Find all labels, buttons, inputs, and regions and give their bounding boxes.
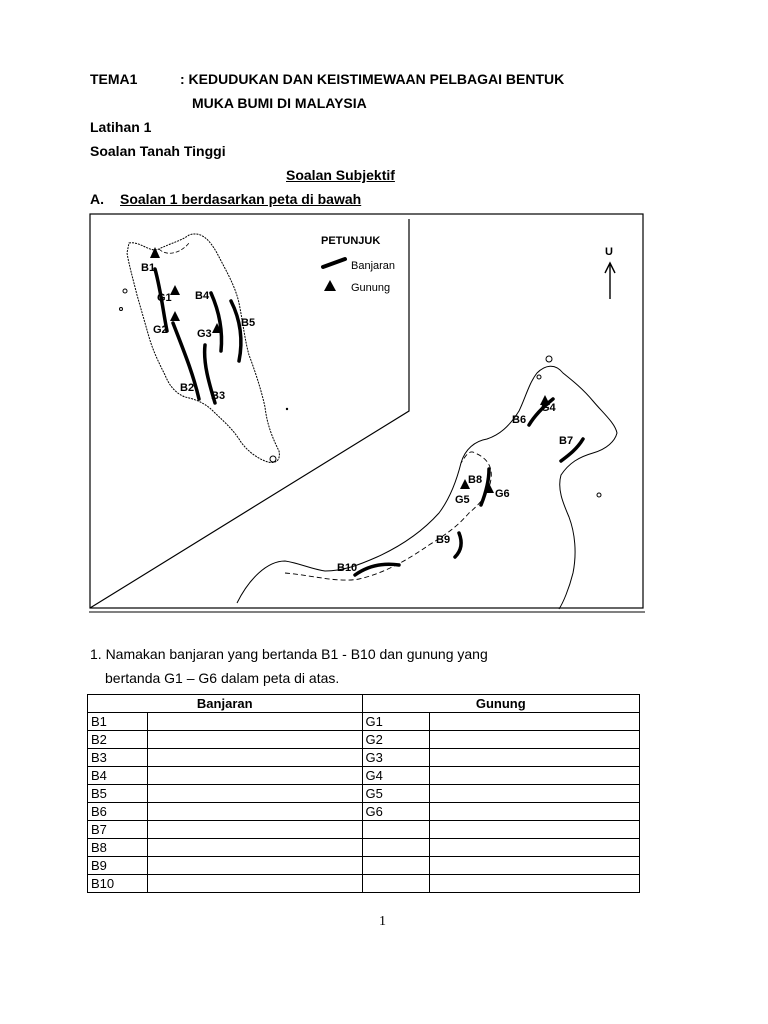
header-gunung: Gunung [362, 695, 640, 713]
table-row [88, 821, 640, 839]
range-b4 [211, 293, 222, 351]
range-code-cell: B9 [88, 857, 148, 875]
label-g5: G5 [455, 494, 470, 506]
range-answer-cell[interactable] [147, 875, 362, 893]
table-row [88, 731, 640, 749]
topic-title: Soalan Tanah Tinggi [90, 143, 226, 159]
north-label: U [605, 246, 613, 258]
range-answer-cell[interactable] [147, 731, 362, 749]
header-banjaran: Banjaran [88, 695, 363, 713]
mountain-code-cell: G1 [362, 713, 430, 731]
island [270, 456, 276, 462]
legend-range-icon [323, 259, 345, 267]
mountain-answer-cell[interactable] [430, 875, 640, 893]
map-frame [90, 214, 643, 608]
range-code-cell: B5 [88, 785, 148, 803]
label-b3: B3 [211, 390, 226, 402]
section-title: Soalan Subjektif [286, 167, 395, 183]
mountain-code-cell: G6 [362, 803, 430, 821]
label-g6: G6 [495, 488, 510, 500]
island [286, 408, 288, 410]
label-g1: G1 [157, 292, 172, 304]
range-answer-cell[interactable] [147, 803, 362, 821]
range-code-cell: B8 [88, 839, 148, 857]
range-answer-cell[interactable] [147, 785, 362, 803]
table-row [88, 749, 640, 767]
theme-label: TEMA1 [90, 71, 138, 87]
island [537, 375, 541, 379]
mountain-answer-cell[interactable] [430, 821, 640, 839]
range-answer-cell[interactable] [147, 749, 362, 767]
range-answer-cell[interactable] [147, 839, 362, 857]
island [123, 289, 127, 293]
range-code-cell: B7 [88, 821, 148, 839]
range-answer-cell[interactable] [147, 767, 362, 785]
mountain-code-cell [362, 839, 430, 857]
label-b6: B6 [512, 414, 527, 426]
mountain-b1-arrow [150, 247, 160, 258]
thailand-border [159, 243, 189, 253]
mountain-answer-cell[interactable] [430, 839, 640, 857]
mountain-answer-cell[interactable] [430, 803, 640, 821]
label-b7: B7 [559, 435, 574, 447]
borneo-outline [237, 366, 617, 609]
malaysia-map [89, 213, 645, 615]
range-answer-cell[interactable] [147, 713, 362, 731]
range-answer-cell[interactable] [147, 821, 362, 839]
label-b4: B4 [195, 290, 210, 302]
table-row [88, 875, 640, 893]
legend-mountain-icon [324, 280, 336, 291]
question-line2: bertanda G1 – G6 dalam peta di atas. [105, 670, 340, 686]
mountain-answer-cell[interactable] [430, 767, 640, 785]
mountain-code-cell: G2 [362, 731, 430, 749]
island [546, 356, 552, 362]
range-code-cell: B4 [88, 767, 148, 785]
label-g4: G4 [541, 402, 556, 414]
label-b8: B8 [468, 474, 483, 486]
range-code-cell: B2 [88, 731, 148, 749]
label-b10: B10 [337, 562, 358, 574]
legend-mountain-label: Gunung [351, 282, 391, 294]
table-row [88, 785, 640, 803]
range-b10 [355, 564, 399, 575]
part-letter: A. [90, 191, 104, 207]
mountain-code-cell: G3 [362, 749, 430, 767]
theme-title-line2: MUKA BUMI DI MALAYSIA [192, 95, 367, 111]
mountain-code-cell: G4 [362, 767, 430, 785]
inset-divider [90, 219, 409, 608]
mountain-code-cell [362, 875, 430, 893]
range-code-cell: B10 [88, 875, 148, 893]
range-answer-cell[interactable] [147, 857, 362, 875]
mountain-code-cell [362, 857, 430, 875]
table-header-row [88, 695, 640, 713]
label-b1: B1 [141, 262, 156, 274]
mountain-code-cell [362, 821, 430, 839]
mountain-answer-cell[interactable] [430, 857, 640, 875]
range-b9 [455, 533, 461, 557]
borneo-border [285, 452, 491, 580]
legend-title: PETUNJUK [321, 235, 381, 247]
island [120, 308, 123, 311]
label-g3: G3 [197, 328, 212, 340]
page-number: 1 [379, 914, 386, 929]
table-row [88, 713, 640, 731]
label-b9: B9 [436, 534, 451, 546]
range-code-cell: B1 [88, 713, 148, 731]
exercise-title: Latihan 1 [90, 119, 152, 135]
island [597, 493, 601, 497]
mountain-answer-cell[interactable] [430, 731, 640, 749]
mountain-code-cell: G5 [362, 785, 430, 803]
range-code-cell: B6 [88, 803, 148, 821]
mountain-answer-cell[interactable] [430, 749, 640, 767]
table-row [88, 839, 640, 857]
label-b2: B2 [180, 382, 195, 394]
part-instruction: Soalan 1 berdasarkan peta di bawah [120, 191, 362, 207]
mountain-answer-cell[interactable] [430, 785, 640, 803]
label-b5: B5 [241, 317, 256, 329]
question-line1: 1. Namakan banjaran yang bertanda B1 - B10 dan gunung yang [90, 646, 488, 662]
label-g2: G2 [153, 324, 168, 336]
table-row [88, 767, 640, 785]
range-code-cell: B3 [88, 749, 148, 767]
mountain-answer-cell[interactable] [430, 713, 640, 731]
legend-range-label: Banjaran [351, 260, 396, 272]
mountain-g2 [170, 311, 180, 321]
answer-table [87, 694, 640, 893]
table-row [88, 857, 640, 875]
range-b5 [231, 301, 241, 361]
theme-title-line1: : KEDUDUKAN DAN KEISTIMEWAAN PELBAGAI BENTUK [180, 71, 565, 87]
table-row [88, 803, 640, 821]
